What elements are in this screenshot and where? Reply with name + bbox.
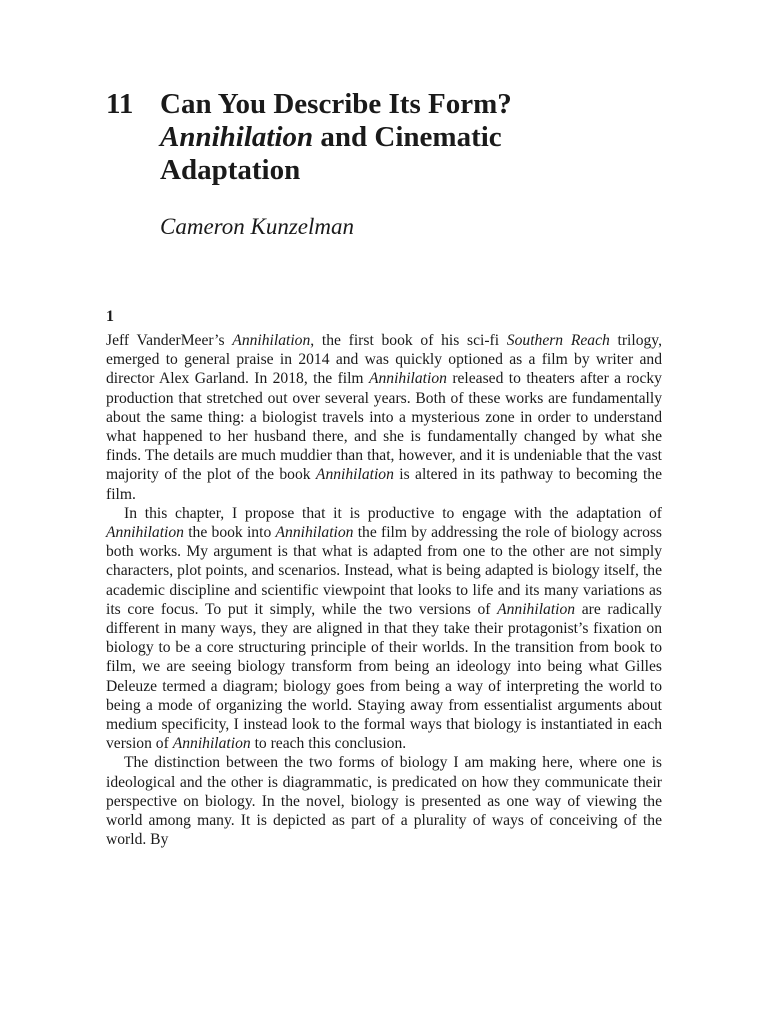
paragraph-text: to reach this conclusion. <box>250 735 407 753</box>
paragraph-text: trilogy, emerged to general praise in 2014 and was quickly optioned as a film by writer and director Alex Garland. In 2018, the film <box>106 332 662 388</box>
paragraph-2 <box>106 504 662 754</box>
body-text <box>106 331 662 849</box>
paragraph-text: the book into <box>183 524 276 542</box>
chapter-heading <box>106 88 686 241</box>
chapter-title-line-1: Can You Describe Its Form? <box>160 88 512 120</box>
italic-title: Annihilation <box>232 332 311 349</box>
section-number: 1 <box>106 308 114 325</box>
chapter-title <box>160 88 686 187</box>
chapter-title-line-2 <box>160 121 686 154</box>
paragraph-3 <box>106 753 662 849</box>
paragraph-1 <box>106 331 662 504</box>
italic-title: Annihilation <box>275 524 354 542</box>
italic-title: Annihilation <box>315 466 394 484</box>
italic-title: Annihilation <box>497 600 576 618</box>
italic-title: Annihilation <box>106 524 184 542</box>
italic-title: Southern Reach <box>506 332 610 349</box>
paragraph-text: are radically different in many ways, they are aligned in that they take their protagonist’s fixation on biology to be a core structuring principle of their worlds. In the transition from book to film, we are seeing biology transform from being an ideology into being what Gilles Deleuze termed a diagram; biology goes from being a way of interpreting the world to being a mode of organizing the world. Staying away from essentialist arguments about medium specificity, I instead look to the formal ways that biology is instantiated in each version of <box>106 600 662 753</box>
paragraph-text: the film by addressing the role of biology across both works. My argument is that what is adapted from one to the other are not simply characters, plot points, and scenarios. Instead, what is being adapted is biology itself, the academic discipline and scientific viewpoint that looks to life and its many variations as its core focus. To put it simply, while the two versions of <box>106 524 663 618</box>
paragraph-text: released to theaters after a rocky production that stretched out over several years. Both of these works are fundamentally about the same thing: a biologist travels into a mysterious zone in order to understand what happened to her husband there, and she is fundamentally changed by what she finds. The details are much muddier than that, however, and it is undeniable that the vast majority of the plot of the book <box>106 370 662 484</box>
italic-title: Annihilation <box>172 735 251 753</box>
paragraph-text: Jeff VanderMeer’s <box>106 332 233 349</box>
chapter-title-line-3: Adaptation <box>160 154 301 186</box>
italic-title: Annihilation <box>368 370 447 388</box>
chapter-number: 11 <box>106 88 134 120</box>
paragraph-text: The distinction between the two forms of biology I am making here, where one is ideological and the other is diagrammatic, is predicated on how they communicate their perspective on biology. In the novel, biology is presented as one way of viewing the world among many. It is depicted as part of a plurality of ways of conceiving of the world. By <box>106 754 662 849</box>
paragraph-text: is altered in its pathway to becoming the film. <box>106 466 662 503</box>
chapter-title-italic: Annihilation <box>160 121 314 153</box>
chapter-author: Cameron Kunzelman <box>160 214 355 239</box>
paragraph-text: , the first book of his sci-fi <box>310 332 507 349</box>
chapter-title-line-2-rest: and Cinematic <box>313 121 502 153</box>
paragraph-text: In this chapter, I propose that it is productive to engage with the adaptation of <box>124 504 662 522</box>
